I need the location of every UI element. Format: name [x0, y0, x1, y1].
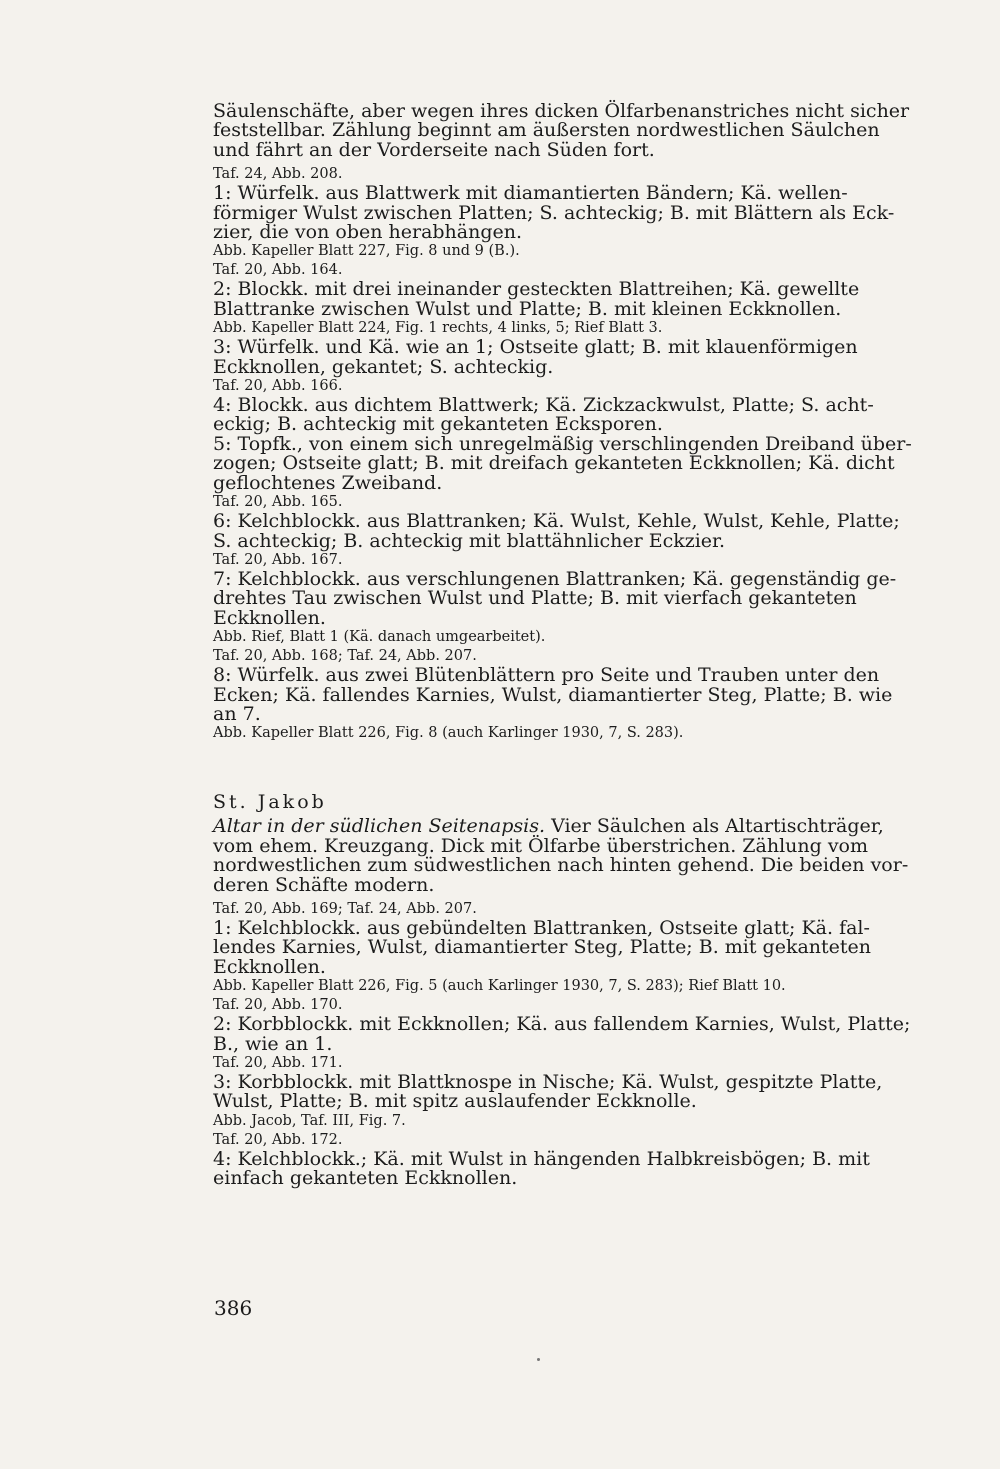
section-heading: St. Jakob — [213, 791, 327, 814]
section-intro-italic: Altar in der südlichen Seitenapsis. — [213, 815, 546, 838]
entry-list-first — [213, 184, 931, 743]
entry-5-text: 5: Topfk., von einem sich unregelmäßig verschlingenden Dreiband über- zogen; Ostseite glatt; B. mit dreifach gekanteten Eckknollen; Kä. dicht geflochtenes Zweiband. — [213, 432, 912, 494]
page-number: 386 — [214, 1296, 253, 1320]
entry-8-text: 8: Würfelk. aus zwei Blütenblättern pro Seite und Trauben unter den Ecken; Kä. fallendes Karnies, Wulst, diamantierter Steg, Platte; B. wie an 7. — [213, 664, 893, 725]
entry-7-refs: Abb. Rief, Blatt 1 (Kä. danach umgearbeitet). Taf. 20, Abb. 168; Taf. 24, Abb. 207. — [213, 629, 546, 665]
intro-reference: Taf. 24, Abb. 208. — [213, 166, 343, 183]
jakob-entry-3-refs: Abb. Jacob, Taf. III, Fig. 7. Taf. 20, Abb. 172. — [213, 1112, 406, 1148]
entry-3-text: 3: Würfelk. und Kä. wie an 1; Ostseite glatt; B. mit klauenförmigen Eckknollen, gekantet; S. achteckig. — [213, 336, 858, 378]
entry-1-refs: Abb. Kapeller Blatt 227, Fig. 8 und 9 (B.). Taf. 20, Abb. 164. — [213, 243, 520, 279]
section-intro-rest: Vier Säulchen als Altartischträger, vom ehem. Kreuzgang. Dick mit Ölfarbe überstrichen. Zählung vom nordwestlichen zum südwestlichen nach hinten gehend. Die beiden vor- deren Schäfte modern. — [213, 815, 909, 896]
paper-speck — [537, 1358, 540, 1361]
entry-5-refs: Taf. 20, Abb. 165. — [213, 494, 343, 511]
jakob-entry-1-text: 1: Kelchblockk. aus gebündelten Blattranken, Ostseite glatt; Kä. fal- lendes Karnies, Wulst, diamantierter Steg, Platte; B. mit gekanteten Eckknollen. — [213, 916, 872, 978]
section-intro-paragraph — [213, 817, 931, 895]
entry-1-text: 1: Würfelk. aus Blattwerk mit diamantierten Bändern; Kä. wellen- förmiger Wulst zwischen Platten; S. achteckig; B. mit Blättern als Eck- zier, die von oben herabhängen. — [213, 182, 895, 244]
entry-7-text: 7: Kelchblockk. aus verschlungenen Blattranken; Kä. gegenständig ge- drehtes Tau zwischen Wulst und Platte; B. mit vierfach gekanteten Eckknollen. — [213, 567, 897, 629]
jakob-entry-2-text: 2: Korbblockk. mit Eckknollen; Kä. aus fallendem Karnies, Wulst, Platte; B., wie an 1. — [213, 1013, 911, 1055]
entry-list-second — [213, 916, 931, 1190]
jakob-entry-3-text: 3: Korbblockk. mit Blattknospe in Nische; Kä. Wulst, gespitzte Platte, Wulst, Platte; B. mit spitz auslaufender Eckknolle. — [213, 1071, 883, 1113]
entry-6-refs: Taf. 20, Abb. 167. — [213, 551, 343, 568]
section-reference: Taf. 20, Abb. 169; Taf. 24, Abb. 207. — [213, 900, 477, 917]
entry-6-text: 6: Kelchblockk. aus Blattranken; Kä. Wulst, Kehle, Wulst, Kehle, Platte; S. achteckig; B. achteckig mit blattähnlicher Eckzier. — [213, 510, 900, 552]
entry-4-text: 4: Blockk. aus dichtem Blattwerk; Kä. Zickzackwulst, Platte; S. acht- eckig; B. achteckig mit gekanteten Ecksporen. — [213, 394, 874, 436]
entry-8-refs: Abb. Kapeller Blatt 226, Fig. 8 (auch Karlinger 1930, 7, S. 283). — [213, 725, 684, 742]
intro-paragraph: Säulenschäfte, aber wegen ihres dicken Ölfarbenanstriches nicht sicher feststellbar. Zählung beginnt am äußersten nordwestlichen Säulchen und fährt an der Vorderseite nach Süden fort. — [213, 100, 910, 161]
jakob-entry-4-text: 4: Kelchblockk.; Kä. mit Wulst in hängenden Halbkreisbögen; B. mit einfach gekanteten Eckknollen. — [213, 1147, 870, 1190]
page-body — [213, 102, 931, 1189]
jakob-entry-1-refs: Abb. Kapeller Blatt 226, Fig. 5 (auch Karlinger 1930, 7, S. 283); Rief Blatt 10. Taf. 20, Abb. 170. — [213, 978, 786, 1014]
entry-2-text: 2: Blockk. mit drei ineinander gesteckten Blattreihen; Kä. gewellte Blattranke zwischen Wulst und Platte; B. mit kleinen Eckknollen. — [213, 278, 860, 320]
entry-2-refs: Abb. Kapeller Blatt 224, Fig. 1 rechts, 4 links, 5; Rief Blatt 3. — [213, 320, 663, 337]
entry-3-refs: Taf. 20, Abb. 166. — [213, 378, 343, 395]
jakob-entry-2-refs: Taf. 20, Abb. 171. — [213, 1055, 343, 1071]
